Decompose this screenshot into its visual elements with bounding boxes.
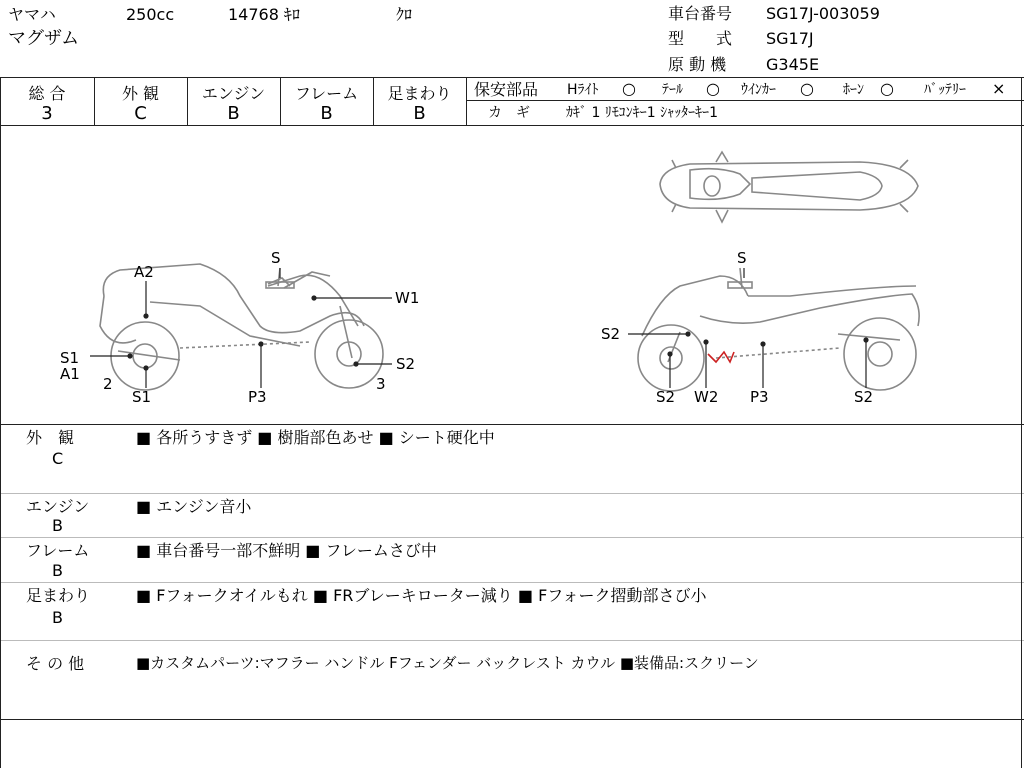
- left-label-a2: A2: [134, 263, 154, 281]
- remark-label: フレーム: [26, 541, 90, 560]
- divider: [0, 493, 1024, 494]
- remark-grade: B: [52, 516, 63, 535]
- remark-label: エンジン: [26, 497, 90, 516]
- grade-frame-label: フレーム: [294, 84, 359, 103]
- remark-text: ■ 車台番号一部不鮮明 ■ フレームさび中: [136, 541, 437, 560]
- divider: [0, 537, 1024, 538]
- damage-diagram: [0, 126, 1024, 424]
- engine-cc: 250cc: [126, 5, 175, 24]
- remark-text: ■ エンジン音小: [136, 497, 252, 516]
- maker: ヤマハ: [8, 5, 56, 24]
- grade-overall-value: 3: [41, 103, 53, 124]
- right-label-p3: P3: [750, 388, 769, 406]
- remark-text: ■ 各所うすきず ■ 樹脂部色あせ ■ シート硬化中: [136, 428, 495, 447]
- key-label: カ ギ: [488, 105, 530, 121]
- scooter-left-view: [100, 264, 383, 390]
- divider: [466, 100, 1024, 101]
- divider: [0, 582, 1024, 583]
- safety-label: 保安部品: [474, 80, 539, 99]
- grade-engine-value: B: [227, 103, 240, 124]
- remark-label: そ の 他: [26, 654, 85, 673]
- remark-text: ■カスタムパーツ:マフラー ハンドル Fフェンダー バックレスト カウル ■装備品:スクリーン: [136, 654, 759, 672]
- right-label-s2-bottom: S2: [656, 388, 676, 406]
- left-label-3: 3: [376, 375, 386, 393]
- color: ｸﾛ: [396, 5, 413, 24]
- safety-item-tail: ﾃｰﾙ: [662, 82, 683, 98]
- remark-grade: B: [52, 561, 63, 580]
- left-label-a1: A1: [60, 365, 80, 383]
- safety-mark-tail: ○: [706, 79, 720, 98]
- grade-frame-value: B: [320, 103, 333, 124]
- left-label-p3: P3: [248, 388, 267, 406]
- left-label-s2: S2: [396, 355, 416, 373]
- left-label-w1: W1: [395, 289, 420, 307]
- safety-mark-horn: ○: [880, 79, 894, 98]
- key-value: ｶｷﾞ 1 ﾘﾓｺﾝｷｰ1 ｼｬｯﾀｰｷｰ1: [566, 105, 719, 121]
- model-name: マグザム: [8, 28, 80, 49]
- remark-label: 足まわり: [26, 586, 91, 605]
- right-label-s: S: [737, 249, 747, 267]
- right-label-w2: W2: [694, 388, 719, 406]
- chassis-label: 車台番号: [668, 4, 733, 23]
- scooter-right-view: [638, 268, 919, 391]
- type-label: 型 式: [668, 29, 733, 48]
- left-label-s1-bottom: S1: [132, 388, 152, 406]
- remark-grade: B: [52, 608, 63, 627]
- grade-exterior-label: 外 観: [121, 84, 160, 103]
- grade-overall-label: 総 合: [28, 84, 66, 103]
- left-label-s1: S1: [60, 349, 80, 367]
- grade-suspension-label: 足まわり: [387, 84, 452, 103]
- remark-grade: C: [52, 449, 64, 468]
- divider: [0, 77, 1024, 78]
- safety-mark-winker: ○: [800, 79, 814, 98]
- chassis-value: SG17J-003059: [766, 4, 880, 23]
- safety-item-horn: ﾎｰﾝ: [843, 82, 864, 98]
- remark-text: ■ Fフォークオイルもれ ■ FRブレーキローター減り ■ Fフォーク摺動部さび小: [136, 586, 707, 605]
- safety-mark-battery: ×: [992, 79, 1006, 98]
- right-label-s2-right: S2: [854, 388, 874, 406]
- mileage: 14768 ｷﾛ: [228, 5, 300, 24]
- scooter-top-view: [660, 152, 918, 222]
- divider: [0, 640, 1024, 641]
- divider: [0, 719, 1024, 720]
- type-value: SG17J: [766, 29, 814, 48]
- safety-mark-headlight: ○: [622, 79, 636, 98]
- divider: [466, 77, 467, 125]
- engine-value: G345E: [766, 55, 820, 74]
- remark-label: 外 観: [26, 428, 75, 447]
- grade-engine-label: エンジン: [201, 84, 266, 103]
- safety-item-battery: ﾊﾞｯﾃﾘｰ: [924, 82, 966, 98]
- divider: [0, 424, 1024, 425]
- grade-suspension-value: B: [413, 103, 426, 124]
- right-label-s2-left: S2: [601, 325, 621, 343]
- safety-item-winker: ｳｲﾝｶｰ: [741, 82, 776, 98]
- grade-exterior-value: C: [134, 103, 147, 124]
- left-label-2: 2: [103, 375, 113, 393]
- engine-label: 原 動 機: [668, 55, 727, 74]
- left-label-s: S: [271, 249, 281, 267]
- safety-item-headlight: Hﾗｲﾄ: [567, 82, 599, 98]
